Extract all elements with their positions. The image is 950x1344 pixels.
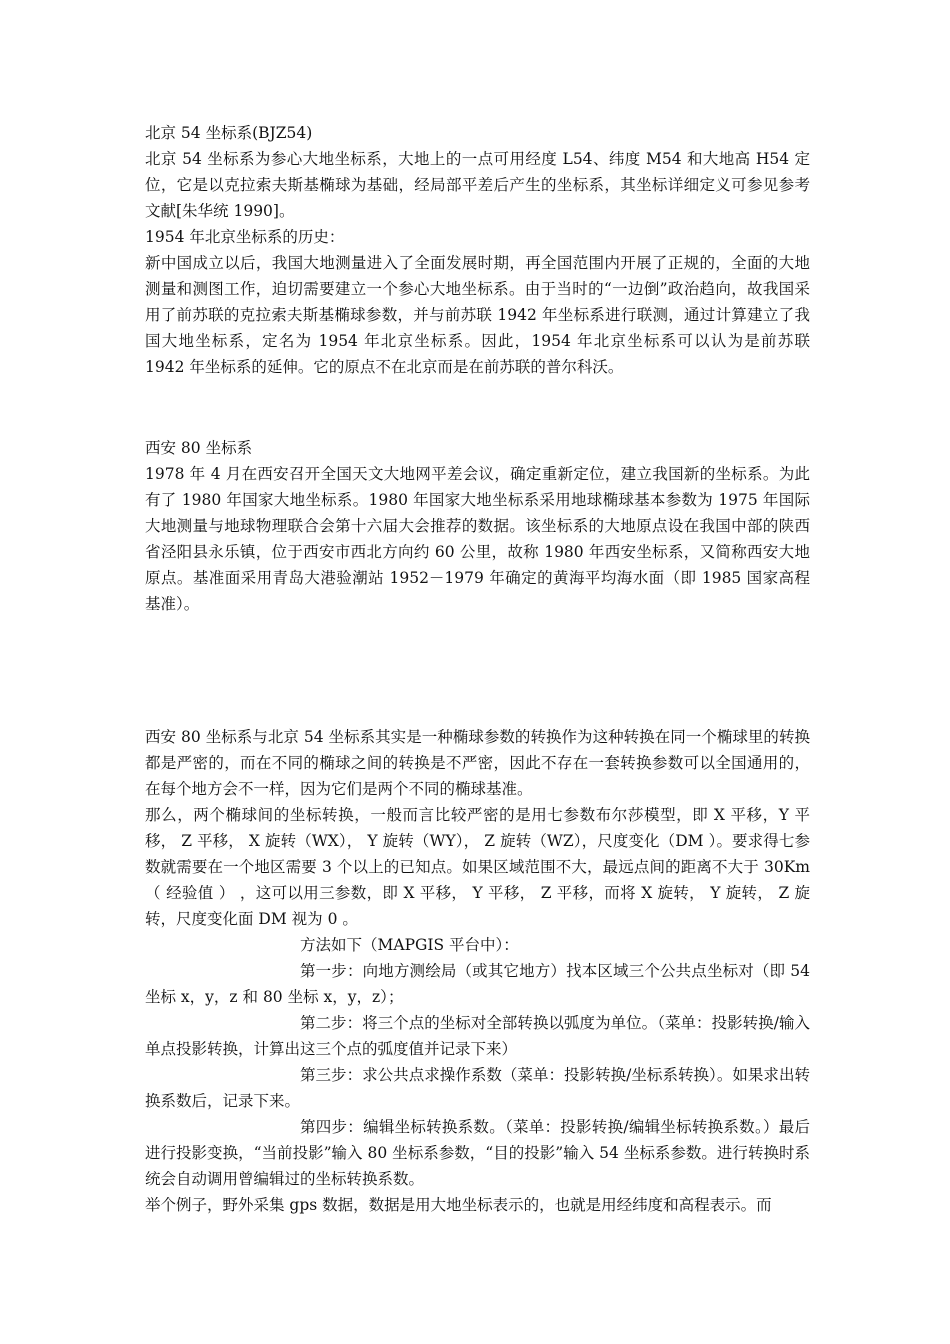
section-conversion	[145, 724, 810, 1218]
paragraph-conversion-intro: 西安 80 坐标系与北京 54 坐标系其实是一种椭球参数的转换作为这种转换在同一个椭球里的转换都是严密的，而在不同的椭球之间的转换是不严密，因此不存在一套转换参数可以全国通用的，在每个地方会不一样，因为它们是两个不同的椭球基准。	[145, 728, 810, 798]
step-1: 第一步：向地方测绘局（或其它地方）找本区域三个公共点坐标对（即 54 坐标 x，y，z 和 80 坐标 x，y，z）；	[145, 962, 810, 1006]
method-title: 方法如下（MAPGIS 平台中）：	[300, 936, 519, 954]
section-title-xian80: 西安 80 坐标系	[145, 439, 253, 457]
step-2: 第二步：将三个点的坐标对全部转换以弧度为单位。（菜单：投影转换/输入单点投影转换，计算出这三个点的弧度值并记录下来）	[145, 1014, 810, 1058]
subtitle-beijing54-history: 1954 年北京坐标系的历史：	[145, 228, 345, 246]
paragraph-beijing54-definition: 北京 54 坐标系为参心大地坐标系，大地上的一点可用经度 L54、纬度 M54 和大地高 H54 定位，它是以克拉索夫斯基椭球为基础，经局部平差后产生的坐标系，其坐标详细定义可参见参考文献[朱华统 1990]。	[145, 150, 810, 220]
section-title-beijing54: 北京 54 坐标系(BJZ54)	[145, 124, 313, 142]
section-beijing54	[145, 120, 810, 380]
step-3: 第三步：求公共点求操作系数（菜单：投影转换/坐标系转换）。如果求出转换系数后，记录下来。	[145, 1066, 810, 1110]
section-xian80	[145, 435, 810, 617]
step-4: 第四步：编辑坐标转换系数。（菜单：投影转换/编辑坐标转换系数。）最后进行投影变换，“当前投影”输入 80 坐标系参数，“目的投影”输入 54 坐标系参数。进行转换时系统会自动调用曾编辑过的坐标转换系数。	[145, 1118, 810, 1188]
paragraph-xian80-history: 1978 年 4 月在西安召开全国天文大地网平差会议，确定重新定位，建立我国新的坐标系。为此有了 1980 年国家大地坐标系。1980 年国家大地坐标系采用地球椭球基本参数为 1975 年国际大地测量与地球物理联合会第十六届大会推荐的数据。该坐标系的大地原点设在我国中部的陕西省泾阳县永乐镇，位于西安市西北方向约 60 公里，故称 1980 年西安坐标系，又简称西安大地原点。基准面采用青岛大港验潮站 1952－1979 年确定的黄海平均海水面（即 1985 国家高程基准）。	[145, 465, 810, 613]
paragraph-example: 举个例子，野外采集 gps 数据，数据是用大地坐标表示的，也就是用经纬度和高程表示。而	[145, 1196, 772, 1214]
paragraph-seven-parameters: 那么，两个椭球间的坐标转换，一般而言比较严密的是用七参数布尔莎模型，即 X 平移，Y 平移， Z 平移， X 旋转（WX）， Y 旋转（WY）， Z 旋转（WZ），尺度变化（DM ）。要求得七参数就需要在一个地区需要 3 个以上的已知点。如果区域范围不大，最远点间的距离不大于 30Km（ 经验值 ） ，这可以用三参数，即 X 平移， Y 平移， Z 平移，而将 X 旋转， Y 旋转， Z 旋转，尺度变化面 DM 视为 0 。	[145, 806, 811, 928]
paragraph-beijing54-history: 新中国成立以后，我国大地测量进入了全面发展时期，再全国范围内开展了正规的，全面的大地测量和测图工作，迫切需要建立一个参心大地坐标系。由于当时的“一边倒”政治趋向，故我国采用了前苏联的克拉索夫斯基椭球参数，并与前苏联 1942 年坐标系进行联测，通过计算建立了我国大地坐标系，定名为 1954 年北京坐标系。因此，1954 年北京坐标系可以认为是前苏联 1942 年坐标系的延伸。它的原点不在北京而是在前苏联的普尔科沃。	[145, 254, 810, 376]
